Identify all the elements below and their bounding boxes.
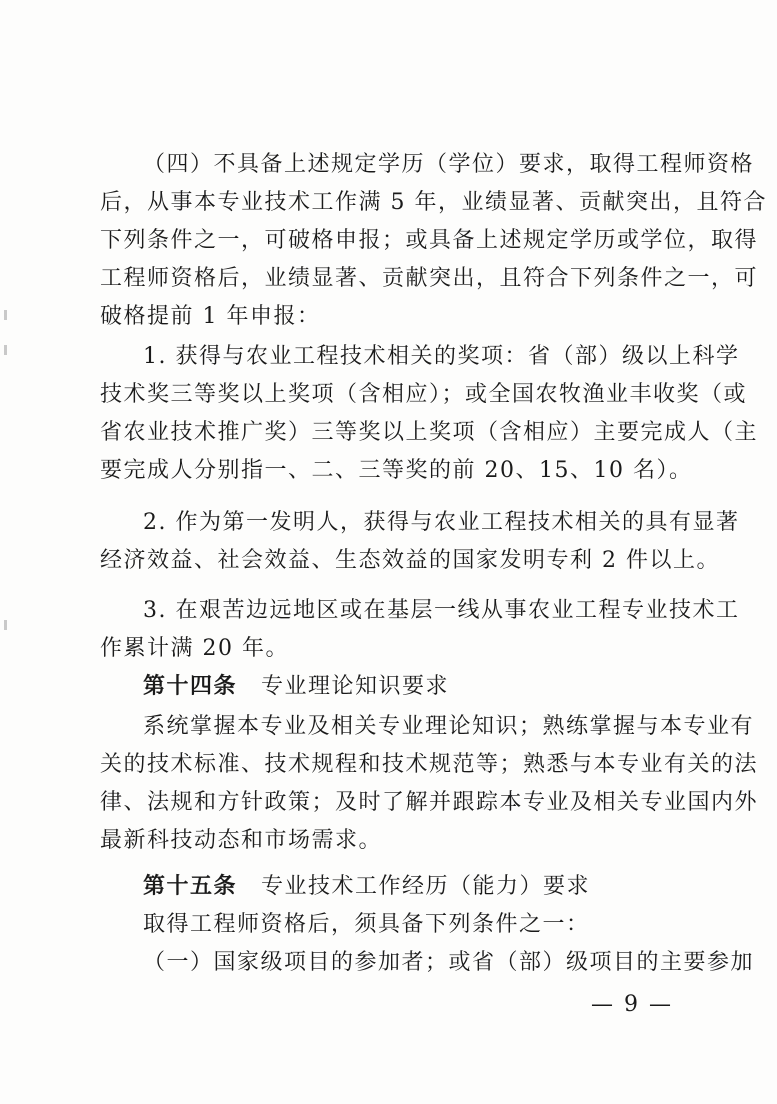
list-item-line: 经济效益、社会效益、生态效益的国家发明专利 2 件以上。 <box>100 548 720 573</box>
article-label: 第十五条 <box>143 874 238 899</box>
paragraph-line: 下列条件之一，可破格申报；或具备上述规定学历或学位，取得 <box>100 228 759 253</box>
paragraph-line: 关的技术标准、技术规程和技术规范等；熟悉与本专业有关的法 <box>100 752 759 777</box>
list-item-line: 技术奖三等奖以上奖项（含相应）；或全国农牧渔业丰收奖（或 <box>100 382 748 407</box>
page-number: — 9 — <box>591 992 673 1017</box>
list-item-line: 省农业技术推广奖）三等奖以上奖项（含相应）主要完成人（主 <box>100 420 759 445</box>
list-item-line: 2. 作为第一发明人，获得与农业工程技术相关的具有显著 <box>143 510 740 535</box>
paragraph-line: 工程师资格后，业绩显著、贡献突出，且符合下列条件之一，可 <box>100 266 759 291</box>
list-item-line: 作累计满 20 年。 <box>100 636 289 661</box>
paragraph-line: 破格提前 1 年申报： <box>100 304 321 329</box>
scan-mark <box>4 310 7 320</box>
paragraph-line: 取得工程师资格后，须具备下列条件之一： <box>143 912 590 937</box>
article-heading <box>143 672 678 702</box>
scan-mark <box>4 345 7 355</box>
paragraph-line: （一）国家级项目的参加者；或省（部）级项目的主要参加 <box>143 950 755 975</box>
list-item-line: 要完成人分别指一、二、三等奖的前 20、15、10 名）。 <box>100 458 693 483</box>
list-item-line: 3. 在艰苦边远地区或在基层一线从事农业工程专业技术工 <box>143 598 740 623</box>
article-label: 第十四条 <box>143 674 238 699</box>
paragraph-line: 系统掌握本专业及相关专业理论知识；熟练掌握与本专业有 <box>143 714 755 739</box>
list-item-line: 1. 获得与农业工程技术相关的奖项：省（部）级以上科学 <box>143 344 740 369</box>
article-title: 专业理论知识要求 <box>261 674 450 699</box>
paragraph-line: 后，从事本专业技术工作满 5 年，业绩显著、贡献突出，且符合 <box>100 190 767 215</box>
paragraph-line: 律、法规和方针政策；及时了解并跟踪本专业及相关专业国内外 <box>100 790 759 815</box>
paragraph-line: 最新科技动态和市场需求。 <box>100 828 383 853</box>
paragraph-line: （四）不具备上述规定学历（学位）要求，取得工程师资格 <box>143 152 755 177</box>
scan-mark <box>4 620 7 630</box>
article-title: 专业技术工作经历（能力）要求 <box>261 874 591 899</box>
article-heading <box>143 872 678 902</box>
